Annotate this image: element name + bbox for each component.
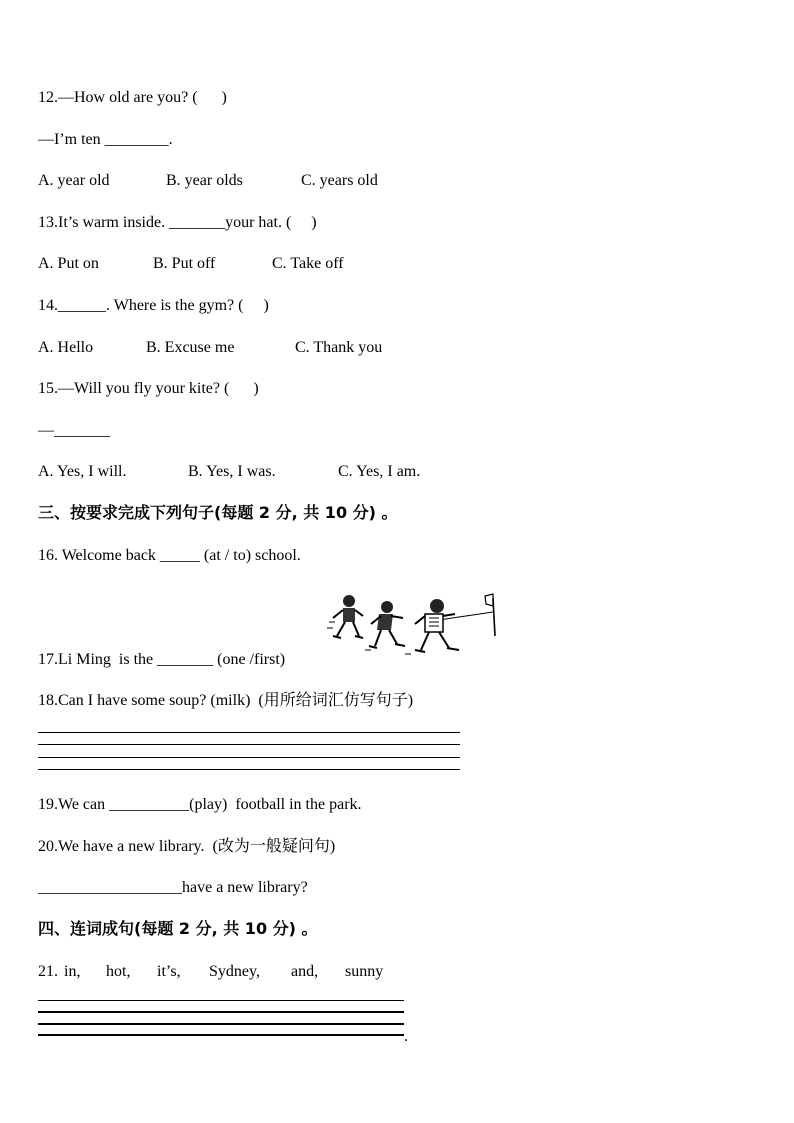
q13-stem: 13.It’s warm inside. _______your hat. ( ) — [38, 214, 317, 231]
q14-option-a: A. Hello — [38, 339, 94, 356]
q18-answer-line-1 — [38, 732, 460, 733]
q14-stem: 14.______. Where is the gym? ( ) — [38, 297, 269, 314]
q15-option-a: A. Yes, I will. — [38, 463, 127, 480]
section-3-heading: 三、按要求完成下列句子(每题 2 分, 共 10 分) 。 — [38, 503, 398, 522]
q19-text: 19.We can __________(play) football in the park. — [38, 796, 362, 813]
q20-text: 20.We have a new library. (改为一般疑问句) — [38, 838, 336, 855]
q15-stem: 15.—Will you fly your kite? ( ) — [38, 380, 259, 397]
q21-word-1: in, — [64, 963, 81, 980]
section-4-heading: 四、连词成句(每题 2 分, 共 10 分) 。 — [38, 919, 318, 938]
q21-word-4: Sydney, — [209, 963, 260, 980]
q12-option-a: A. year old — [38, 172, 110, 189]
q15-response: —_______ — [38, 422, 110, 439]
q21-answer-line-4 — [38, 1034, 404, 1036]
q21-word-2: hot, — [106, 963, 131, 980]
q12-option-b: B. year olds — [166, 172, 243, 189]
q13-option-c: C. Take off — [272, 255, 344, 272]
q21-end-period: . — [404, 1028, 408, 1045]
running-race-illustration — [325, 592, 500, 664]
q20-answer-line: __________________have a new library? — [38, 879, 308, 896]
q21-word-3: it’s, — [157, 963, 181, 980]
q21-answer-line-3 — [38, 1023, 404, 1025]
q18-answer-line-4 — [38, 769, 460, 770]
q16-text: 16. Welcome back _____ (at / to) school. — [38, 547, 301, 564]
q12-response: —I’m ten ________. — [38, 131, 173, 148]
q13-option-a: A. Put on — [38, 255, 99, 272]
q15-option-c: C. Yes, I am. — [338, 463, 421, 480]
q12-stem: 12.—How old are you? ( ) — [38, 89, 227, 106]
q21-word-5: and, — [291, 963, 319, 980]
q21-word-6: sunny — [345, 963, 384, 980]
q18-text: 18.Can I have some soup? (milk) (用所给词汇仿写句子) — [38, 692, 414, 709]
q17-text: 17.Li Ming is the _______ (one /first) — [38, 651, 286, 668]
q21-number: 21. — [38, 963, 58, 980]
q13-option-b: B. Put off — [153, 255, 216, 272]
q14-option-c: C. Thank you — [295, 339, 383, 356]
q18-answer-line-3 — [38, 757, 460, 758]
q15-option-b: B. Yes, I was. — [188, 463, 276, 480]
q21-answer-line-2 — [38, 1011, 404, 1013]
q14-option-b: B. Excuse me — [146, 339, 235, 356]
q21-answer-line-1 — [38, 1000, 404, 1001]
q12-option-c: C. years old — [301, 172, 378, 189]
q18-answer-line-2 — [38, 744, 460, 745]
